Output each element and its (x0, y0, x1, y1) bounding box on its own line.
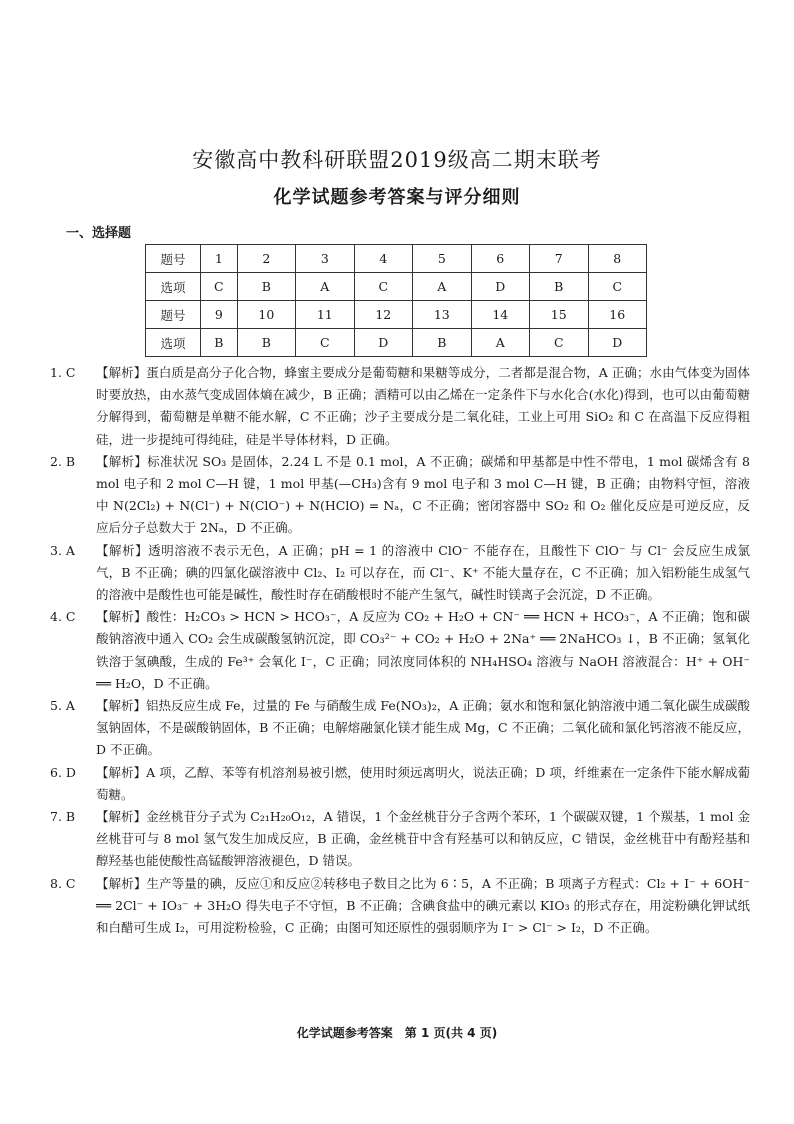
answer-cell: C (296, 329, 354, 357)
question-number: 12 (354, 301, 412, 329)
question-number: 16 (588, 301, 647, 329)
item-number: 3. A (50, 542, 75, 558)
question-number: 6 (471, 245, 529, 273)
answer-table (145, 244, 647, 357)
item-number: 4. C (50, 609, 76, 625)
item-explanation: 【解析】生产等量的碘，反应①和反应②转移电子数目之比为 6∶5，A 不正确；B 项离子方程式：Cl₂ + I⁻ + 6OH⁻ ══ 2Cl⁻ + IO₃⁻ + 3H₂O 得失电子不守恒，B 不正确；含碘食盐中的碘元素以 KIO₃ 的形式存在，用淀粉碘化钾试纸和白醋可生成 I₂，可用淀粉检验，C 正确；由图可知还原性的强弱顺序为 I⁻ > Cl⁻ > I₂，D 不正确。 (96, 875, 750, 936)
explanation-item-3 (50, 540, 750, 607)
answer-cell: A (413, 273, 471, 301)
question-number: 1 (201, 245, 238, 273)
question-number: 9 (201, 301, 238, 329)
answer-cell: A (296, 273, 354, 301)
explanation-item-1 (50, 362, 750, 451)
section-heading: 一、选择题 (66, 226, 132, 241)
item-explanation: 【解析】铝热反应生成 Fe，过量的 Fe 与硝酸生成 Fe(NO₃)₂，A 正确；氨水和饱和氯化钠溶液中通二氧化碳生成碳酸氢钠固体，不是碳酸钠固体，B 不正确；电解熔融氯化镁才能生成 Mg，C 不正确；二氧化硫和氯化钙溶液不能反应，D 不正确。 (96, 698, 750, 758)
document-subtitle: 化学试题参考答案与评分细则 (273, 187, 521, 208)
row-label-answer: 选项 (146, 329, 201, 357)
item-number: 8. C (50, 875, 76, 891)
answer-cell: C (530, 329, 588, 357)
item-number: 6. D (50, 764, 76, 780)
answer-cell: D (588, 329, 647, 357)
item-explanation: 【解析】透明溶液不表示无色，A 正确；pH = 1 的溶液中 ClO⁻ 不能存在，且酸性下 ClO⁻ 与 Cl⁻ 会反应生成氯气，B 不正确；碘的四氯化碳溶液中 Cl₂、I₂ 可以存在，而 Cl⁻、K⁺ 不能大量存在，C 不正确；加入铝粉能生成氢气的溶液中是酸性也可能是碱性，酸性时存在硝酸根时不能产生氢气，碱性时镁离子会沉淀，D 不正确。 (96, 542, 750, 603)
answer-cell: B (237, 273, 295, 301)
table-row-answers-1 (146, 273, 647, 301)
question-number: 2 (237, 245, 295, 273)
answer-cell: B (237, 329, 295, 357)
explanation-item-2 (50, 451, 750, 540)
answer-cell: B (530, 273, 588, 301)
item-number: 7. B (50, 809, 76, 825)
answer-cell: B (201, 329, 238, 357)
item-explanation: 【解析】酸性：H₂CO₃ > HCN > HCO₃⁻，A 反应为 CO₂ + H₂O + CN⁻ ══ HCN + HCO₃⁻，A 不正确；饱和碳酸钠溶液中通入 CO₂ 会生成碳酸氢钠沉淀，即 CO₃²⁻ + CO₂ + H₂O + 2Na⁺ ══ 2NaHCO₃ ↓，B 不正确；氢氧化铁溶于氢碘酸，生成的 Fe³⁺ 会氧化 I⁻，C 正确；同浓度同体积的 NH₄HSO₄ 溶液与 NaOH 溶液混合：H⁺ + OH⁻ ══ H₂O，D 不正确。 (96, 609, 750, 691)
item-number: 2. B (50, 453, 76, 469)
question-number: 10 (237, 301, 295, 329)
question-number: 7 (530, 245, 588, 273)
answer-cell: A (471, 329, 529, 357)
explanation-item-7 (50, 806, 750, 873)
answer-cell: D (354, 329, 412, 357)
page-footer: 化学试题参考答案 第 1 页(共 4 页) (296, 1026, 498, 1040)
item-number: 1. C (50, 365, 76, 380)
item-explanation: 【解析】标准状况 SO₃ 是固体，2.24 L 不是 0.1 mol，A 不正确；碳烯和甲基都是中性不带电，1 mol 碳烯含有 8 mol 电子和 2 mol C—H 键，1 mol 甲基(—CH₃)含有 9 mol 电子和 3 mol C—H 键，B 正确；由物料守恒，溶液中 N(2Cl₂) + N(Cl⁻) + N(ClO⁻) + N(HClO) = Nₐ，C 不正确；密闭容器中 SO₂ 和 O₂ 催化反应是可逆反应，反应后分子总数大于 2Nₐ，D 不正确。 (96, 453, 750, 536)
explanation-item-4 (50, 606, 750, 695)
answer-cell: C (354, 273, 412, 301)
answer-cell: B (413, 329, 471, 357)
explanation-item-8 (50, 873, 750, 940)
exam-title: 安徽高中教科研联盟2019级高二期末联考 (192, 148, 602, 172)
answer-cell: C (201, 273, 238, 301)
table-row-numbers-1 (146, 245, 647, 273)
question-number: 14 (471, 301, 529, 329)
question-number: 8 (588, 245, 647, 273)
item-explanation: 【解析】蛋白质是高分子化合物，蜂蜜主要成分是葡萄糖和果糖等成分，二者都是混合物，A 正确；水由气体变为固体时要放热，由水蒸气变成固体熵在减少，B 正确；酒精可以由乙烯在一定条件下与水化合(水化)得到，也可以由葡萄糖分解得到，葡萄糖是单糖不能水解，C 不正确；沙子主要成分是二氧化硅，工业上可用 SiO₂ 和 C 在高温下反应得粗硅，进一步提纯可得纯硅，硅是半导体材料，D 正确。 (96, 365, 750, 447)
question-number: 5 (413, 245, 471, 273)
question-number: 15 (530, 301, 588, 329)
question-number: 4 (354, 245, 412, 273)
row-label-answer: 选项 (146, 273, 201, 301)
answer-cell: C (588, 273, 647, 301)
item-explanation: 【解析】A 项，乙醇、苯等有机溶剂易被引燃，使用时须远离明火，说法正确；D 项，纤维素在一定条件下能水解成葡萄糖。 (96, 764, 750, 802)
explanation-item-6 (50, 762, 750, 806)
explanation-list (50, 362, 750, 939)
question-number: 3 (296, 245, 354, 273)
question-number: 13 (413, 301, 471, 329)
table-row-numbers-2 (146, 301, 647, 329)
answer-cell: D (471, 273, 529, 301)
row-label-question-number: 题号 (146, 301, 201, 329)
row-label-question-number: 题号 (146, 245, 201, 273)
question-number: 11 (296, 301, 354, 329)
table-row-answers-2 (146, 329, 647, 357)
explanation-item-5 (50, 695, 750, 762)
item-number: 5. A (50, 698, 75, 714)
item-explanation: 【解析】金丝桃苷分子式为 C₂₁H₂₀O₁₂，A 错误，1 个金丝桃苷分子含两个苯环，1 个碳碳双键，1 个羰基，1 mol 金丝桃苷可与 8 mol 氢气发生加成反应，B 正确，金丝桃苷中含有羟基可以和钠反应，C 错误，金丝桃苷中有酚羟基和醇羟基也能使酸性高锰酸钾溶液褪色，D 错误。 (96, 809, 750, 869)
